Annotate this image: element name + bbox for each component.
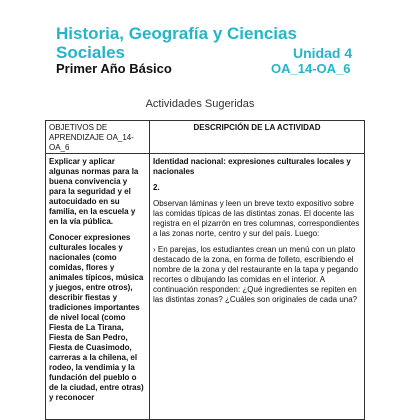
- activity-title: Identidad nacional: expresiones culturales locales y nacionales: [153, 157, 351, 176]
- objectives-cell: [46, 155, 149, 411]
- activity-number: 2.: [153, 183, 160, 192]
- activity-description-cell: [150, 155, 364, 313]
- objective-text: Conocer expresiones culturales locales y nacionales (como comidas, flores y animales típicos, música y juegos, entre otros), describir fiestas y tradiciones importantes de nivel local (como Fiesta de La Tirana, Fiesta de San Pedro, Fiesta de Cuasimodo, carreras a la chilena, el rodeo, la vendimia y la fundación del pueblo o de la ciudad, entre otras) y reconocer: [49, 233, 144, 402]
- oa-range-label: OA_14-OA_6: [271, 61, 351, 76]
- section-title: Actividades Sugeridas: [145, 98, 255, 110]
- activity-paragraph: Observan láminas y leen un breve texto expositivo sobre las comidas típicas de las distintas zonas. El docente las registra en el pizarrón en tres columnas, correspondientes a las zonas norte, centro y sur del país. Luego:: [153, 199, 360, 238]
- activity-paragraph: › En parejas, los estudiantes crean un menú con un plato destacado de la zona, en forma de folleto, escribiendo el nombre de la zona y del restaurante en la tapa y pegando recortes o dibujando las comidas en el interior. A continuación responden: ¿Qué ingredientes se repiten en las distintas zonas? ¿Cuáles son originales de cada una?: [153, 245, 359, 304]
- subject-title: Historia, Geografía y Ciencias Sociales: [56, 24, 297, 62]
- header-divider: [46, 153, 364, 154]
- activities-table: [45, 120, 365, 420]
- objectives-column-header: OBJETIVOS DE APRENDIZAJE OA_14-OA_6: [49, 123, 134, 152]
- unit-label: Unidad 4: [293, 45, 353, 61]
- grade-label: Primer Año Básico: [56, 61, 172, 76]
- objective-text: Explicar y aplicar algunas normas para la buena convivencia y para la seguridad y el autocuidado en su familia, en la escuela y en la vía pública.: [49, 157, 139, 226]
- description-column-header: DESCRIPCIÓN DE LA ACTIVIDAD: [193, 123, 321, 132]
